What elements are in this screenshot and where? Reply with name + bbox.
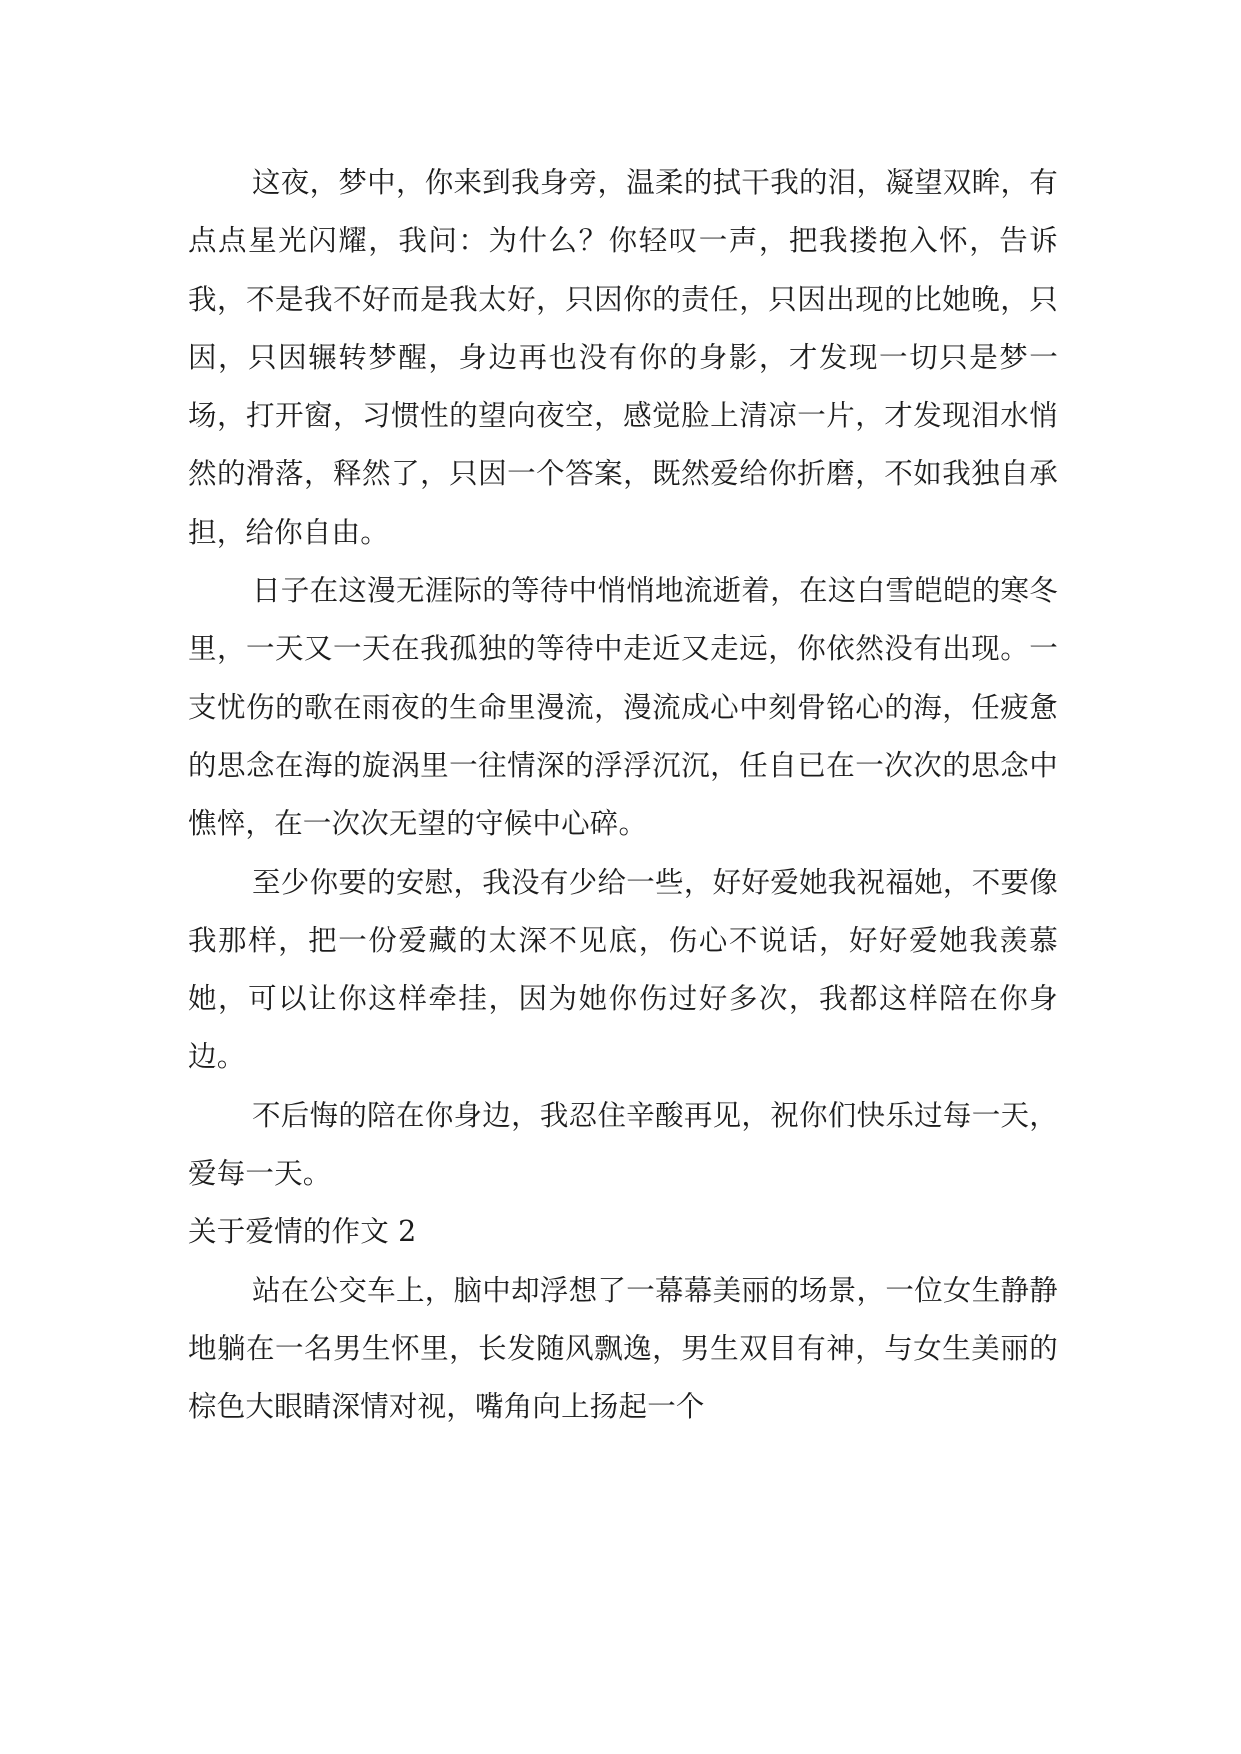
- document-body: [188, 154, 1058, 1437]
- paragraph-bus: 站在公交车上，脑中却浮想了一幕幕美丽的场景，一位女生静静地躺在一名男生怀里，长发随风飘逸，男生双目有神，与女生美丽的棕色大眼睛深情对视，嘴角向上扬起一个: [188, 1273, 1058, 1424]
- section-heading: 关于爱情的作文 2: [188, 1215, 417, 1249]
- paragraph-comfort: 至少你要的安慰，我没有少给一些，好好爱她我祝福她，不要像我那样，把一份爱藏的太深不见底，伤心不说话，好好爱她我羡慕她，可以让你这样牵挂，因为她你伤过好多次，我都这样陪在你身边。: [188, 865, 1058, 1074]
- paragraph-no-regret: 不后悔的陪在你身边，我忍住辛酸再见，祝你们快乐过每一天，爱每一天。: [188, 1098, 1058, 1191]
- paragraph-waiting: 日子在这漫无涯际的等待中悄悄地流逝着，在这白雪皑皑的寒冬里，一天又一天在我孤独的等待中走近又走远，你依然没有出现。一支忧伤的歌在雨夜的生命里漫流，漫流成心中刻骨铭心的海，任疲惫的思念在海的旋涡里一往情深的浮浮沉沉，任自已在一次次的思念中憔悴，在一次次无望的守候中心碎。: [188, 574, 1058, 841]
- paragraph-dream: 这夜，梦中，你来到我身旁，温柔的拭干我的泪，凝望双眸，有点点星光闪耀，我问：为什么？你轻叹一声，把我搂抱入怀，告诉我，不是我不好而是我太好，只因你的责任，只因出现的比她晚，只因，只因辗转梦醒，身边再也没有你的身影，才发现一切只是梦一场，打开窗，习惯性的望向夜空，感觉脸上清凉一片，才发现泪水悄然的滑落，释然了，只因一个答案，既然爱给你折磨，不如我独自承担，给你自由。: [188, 166, 1058, 549]
